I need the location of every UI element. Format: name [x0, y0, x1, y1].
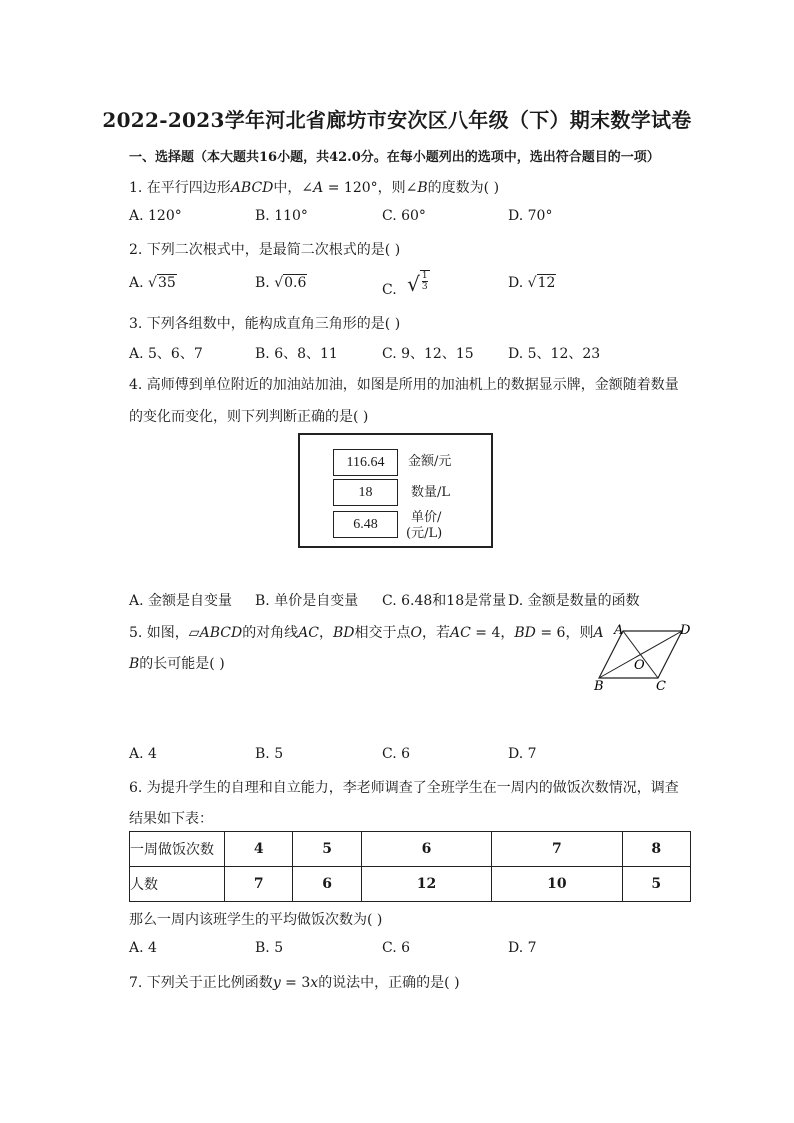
table-cell: 7: [492, 832, 622, 867]
q4-option-b: B. 单价是自变量: [255, 593, 359, 609]
q2-option-c: C. √ $\frac{1}{3}$: [382, 266, 430, 290]
q6-option-c: C. 6: [382, 940, 411, 956]
table-cell: 8: [622, 832, 690, 867]
label-o: O: [634, 658, 645, 673]
label-a: A: [614, 623, 624, 638]
sqrt-symbol: √12: [527, 275, 556, 291]
label-b: B: [594, 679, 604, 694]
table-cell: 6: [293, 867, 361, 902]
q1-option-b: B. 110°: [255, 208, 308, 224]
section-heading: 一、选择题（本大题共16小题，共42.0分。在每小题列出的选项中，选出符合题目的一项）: [129, 150, 660, 165]
question-6-stem-line2: 结果如下表：: [129, 811, 213, 827]
question-5-stem-line2: B的长可能是( ): [129, 656, 225, 672]
page-title: 2022-2023学年河北省廊坊市安次区八年级（下）期末数学试卷: [102, 108, 692, 132]
sqrt-symbol: √0.6: [274, 275, 307, 291]
q1-option-a: A. 120°: [129, 208, 182, 224]
q5-option-b: B. 5: [255, 746, 284, 762]
q4-option-d: D. 金额是数量的函数: [508, 593, 640, 609]
label-c: C: [656, 679, 666, 694]
price-value: 6.48: [333, 511, 398, 538]
label-d: D: [680, 623, 691, 638]
question-3-stem: 3. 下列各组数中，能构成直角三角形的是( ): [129, 316, 401, 332]
q3-option-b: B. 6、8、11: [255, 346, 338, 362]
q3-option-a: A. 5、6、7: [129, 346, 203, 362]
quantity-value: 18: [333, 479, 398, 506]
table-cell: 7: [225, 867, 293, 902]
table-cell: 5: [293, 832, 361, 867]
table-cell: 10: [492, 867, 622, 902]
q1-option-c: C. 60°: [382, 208, 426, 224]
table-cell: 5: [622, 867, 690, 902]
question-5-stem-line1: 5. 如图，▱ABCD的对角线AC，BD相交于点O，若AC = 4，BD = 6，则A: [129, 625, 604, 641]
table-row: [130, 832, 691, 867]
table-row: [130, 867, 691, 902]
question-6-followup: 那么一周内该班学生的平均做饭次数为( ): [129, 912, 383, 928]
q6-option-a: A. 4: [129, 940, 157, 956]
q4-option-a: A. 金额是自变量: [129, 593, 233, 609]
question-1-stem: 1. 在平行四边形ABCD中，∠A = 120°，则∠B的度数为( ): [129, 180, 500, 196]
sqrt-fraction: √ $\frac{1}{3}$: [407, 271, 428, 296]
sqrt-symbol: √35: [148, 275, 176, 291]
question-4-stem-line2: 的变化而变化，则下列判断正确的是( ): [129, 409, 369, 425]
table-cell: 12: [361, 867, 491, 902]
q6-option-b: B. 5: [255, 940, 284, 956]
q5-option-d: D. 7: [508, 746, 537, 762]
parallelogram-figure: [588, 618, 698, 694]
question-4-stem-line1: 4. 高师傅到单位附近的加油站加油，如图是所用的加油机上的数据显示牌，金额随着数量: [129, 377, 679, 393]
amount-value: 116.64: [333, 449, 398, 476]
q1-option-d: D. 70°: [508, 208, 553, 224]
table-cell: 4: [225, 832, 293, 867]
q3-option-c: C. 9、12、15: [382, 346, 474, 362]
table-cell: 6: [361, 832, 491, 867]
table-row-header: 一周做饭次数: [130, 832, 225, 867]
question-2-stem: 2. 下列二次根式中，是最简二次根式的是( ): [129, 242, 401, 258]
q5-option-a: A. 4: [129, 746, 157, 762]
table-row-header: 人数: [130, 867, 225, 902]
q6-option-d: D. 7: [508, 940, 537, 956]
q2-option-d: D. √12: [508, 275, 556, 291]
price-label-line2: (元/L): [406, 526, 443, 541]
question-6-stem-line1: 6. 为提升学生的自理和自立能力，李老师调查了全班学生在一周内的做饭次数情况，调查: [129, 780, 679, 796]
cooking-frequency-table: [129, 831, 691, 902]
q3-option-d: D. 5、12、23: [508, 346, 601, 362]
fuel-display-board: [298, 433, 493, 548]
q4-option-c: C. 6.48和18是常量: [382, 593, 507, 609]
question-7-stem: 7. 下列关于正比例函数y = 3x的说法中，正确的是( ): [129, 975, 460, 991]
price-label-line1: 单价/: [411, 510, 442, 525]
q5-option-c: C. 6: [382, 746, 411, 762]
quantity-label: 数量/L: [411, 485, 451, 500]
amount-label: 金额/元: [408, 454, 452, 469]
q2-option-a: A. √35: [129, 275, 176, 291]
q2-option-b: B. √0.6: [255, 275, 307, 291]
